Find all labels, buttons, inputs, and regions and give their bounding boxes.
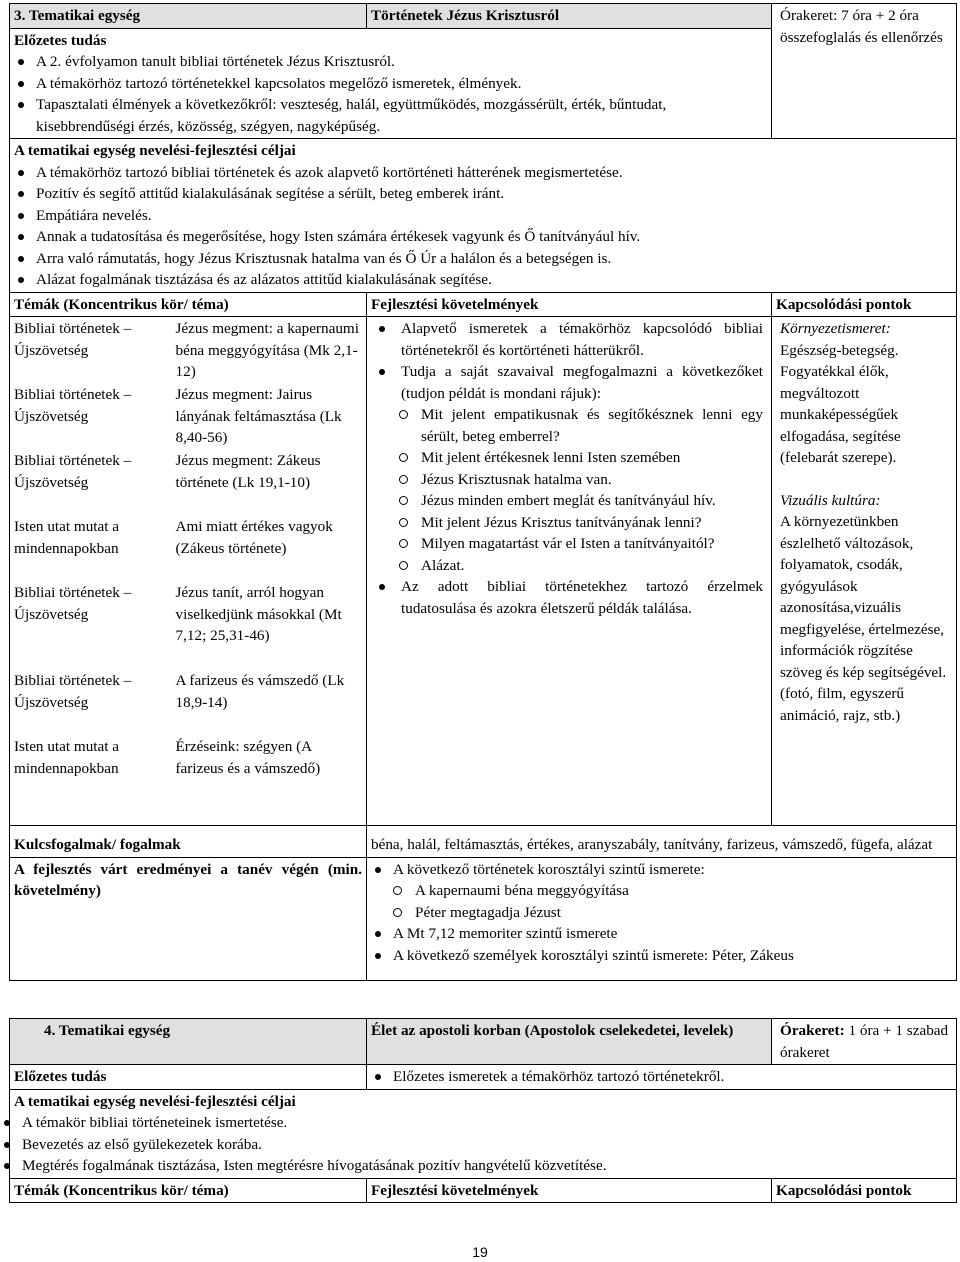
list-item: A következő történetek korosztályi szintű ismerete: xyxy=(371,859,952,881)
list-item: Péter megtagadja Jézust xyxy=(365,902,952,924)
requirement-text: Tudja a saját szavaival megfogalmazni a következőket (tudjon példát is mondani rájuk): xyxy=(401,363,763,402)
unit3-goals xyxy=(10,139,957,293)
prior-knowledge-heading: Előzetes tudás xyxy=(14,31,107,49)
link-subject-heading: Környezetismeret: xyxy=(780,320,891,337)
goals-list xyxy=(14,162,952,291)
goals-heading: A tematikai egység nevelési-fejlesztési céljai xyxy=(14,142,296,159)
col-header-links: Kapcsolódási pontok xyxy=(772,292,957,317)
results-sublist xyxy=(365,880,952,923)
unit3-header-label: 3. Tematikai egység xyxy=(10,4,367,29)
unit3-table xyxy=(9,3,957,981)
list-item: Mit jelent Jézus Krisztus tanítványának lenni? xyxy=(371,512,763,534)
requirements-sublist xyxy=(371,404,763,576)
topic-title: Jézus megment: Zákeus története (Lk 19,1-10) xyxy=(175,452,321,491)
topic-category: Bibliai történetek – Újszövetség xyxy=(14,386,132,425)
results-list xyxy=(371,859,952,881)
list-item: Alázat fogalmának tisztázása és az alázatos attitűd kialakulásának segítése. xyxy=(14,269,952,291)
list-item: A következő személyek korosztályi szintű ismerete: Péter, Zákeus xyxy=(371,945,952,967)
key-concepts-text: béna, halál, feltámasztás, értékes, aranyszabály, tanítvány, farizeus, vámszedő, fügefa, alázat xyxy=(367,826,957,858)
topic-title: A farizeus és vámszedő (Lk 18,9-14) xyxy=(175,672,345,711)
list-item: A témakörhöz tartozó bibliai történetek és azok alapvető kortörténeti hátterének megismertetése. xyxy=(14,162,952,184)
list-item: Jézus Krisztusnak hatalma van. xyxy=(371,469,763,491)
topic-titles xyxy=(170,317,367,826)
topic-title: Jézus tanít, arról hogyan viselkedjünk másokkal (Mt 7,12; 25,31-46) xyxy=(175,584,342,644)
document-page xyxy=(9,3,956,1203)
list-item: Előzetes ismeretek a témakörhöz tartozó történetekről. xyxy=(371,1066,952,1088)
unit4-table xyxy=(9,1018,957,1203)
unit3-hours: Órakeret: 7 óra + 2 óra összefoglalás és ellenőrzés xyxy=(772,4,957,139)
list-item: A 2. évfolyamon tanult bibliai történetek Jézus Krisztusról. xyxy=(14,51,767,73)
requirements-list xyxy=(371,576,763,619)
development-requirements xyxy=(367,317,772,826)
list-item: A témakör bibliai történeteinek ismertetése. xyxy=(0,1112,952,1134)
list-item: A Mt 7,12 memoriter szintű ismerete xyxy=(371,923,952,945)
list-item: Arra való rámutatás, hogy Jézus Krisztusnak hatalma van és Ő Úr a halálon és a betegségen is. xyxy=(14,248,952,270)
results-list xyxy=(371,923,952,966)
list-item: Empátiára nevelés. xyxy=(14,205,952,227)
list-item: Megtérés fogalmának tisztázása, Isten megtérésre hívogatásának pozitív hangvételű közvetítése. xyxy=(0,1155,952,1177)
prior-knowledge-list xyxy=(371,1066,952,1088)
expected-results xyxy=(367,857,957,981)
topic-category: Bibliai történetek – Újszövetség xyxy=(14,320,132,359)
expected-results-label: A fejlesztés várt eredményei a tanév végén (min. követelmény) xyxy=(10,857,367,981)
unit4-header-title: Élet az apostoli korban (Apostolok cselekedetei, levelek) xyxy=(367,1019,772,1065)
list-item: Annak a tudatosítása és megerősítése, hogy Isten számára értékesek vagyunk és Ő tanítványául hív. xyxy=(14,226,952,248)
goals-list xyxy=(0,1112,952,1177)
requirements-list xyxy=(371,318,763,404)
prior-knowledge-list xyxy=(14,51,767,137)
link-subject-heading: Vizuális kultúra: xyxy=(780,491,881,509)
page-number: 19 xyxy=(472,1244,488,1260)
col-header-topics: Témák (Koncentrikus kör/ téma) xyxy=(10,1178,367,1203)
unit4-header-label: 4. Tematikai egység xyxy=(10,1019,367,1065)
unit4-prior-knowledge xyxy=(367,1065,957,1090)
list-item: Pozitív és segítő attitűd kialakulásának segítése a sérült, beteg emberek iránt. xyxy=(14,183,952,205)
col-header-topics: Témák (Koncentrikus kör/ téma) xyxy=(10,292,367,317)
list-item: Mit jelent empatikusnak és segítőkésznek lenni egy sérült, beteg emberrel? xyxy=(371,404,763,447)
list-item xyxy=(371,361,763,404)
list-item: Az adott bibliai történetekhez tartozó érzelmek tudatosulása és azokra életszerű példák találása. xyxy=(371,576,763,619)
col-header-requirements: Fejlesztési követelmények xyxy=(367,1178,772,1203)
topic-category: Bibliai történetek – Újszövetség xyxy=(14,672,132,711)
topic-title: Érzéseink: szégyen (A farizeus és a vámszedő) xyxy=(175,738,321,777)
goals-heading: A tematikai egység nevelési-fejlesztési céljai xyxy=(14,1092,296,1110)
topic-category: Isten utat mutat a mindennapokban xyxy=(14,518,120,557)
list-item: Bevezetés az első gyülekezetek korába. xyxy=(0,1134,952,1156)
link-subject-text: Egészség-betegség. Fogyatékkal élők, megváltozott munkaképességűek elfogadása, segítése (felebarát szerepe). xyxy=(780,341,901,466)
unit4-goals xyxy=(10,1089,957,1178)
unit3-header-title: Történetek Jézus Krisztusról xyxy=(367,4,772,29)
col-header-requirements: Fejlesztési követelmények xyxy=(367,292,772,317)
list-item: Milyen magatartást vár el Isten a tanítványaitól? xyxy=(371,533,763,555)
list-item: Alázat. xyxy=(371,555,763,577)
unit3-prior-knowledge xyxy=(10,28,772,139)
col-header-links: Kapcsolódási pontok xyxy=(772,1178,957,1203)
topic-category: Bibliai történetek – Újszövetség xyxy=(14,584,132,623)
list-item: A kapernaumi béna meggyógyítása xyxy=(365,880,952,902)
topic-category: Bibliai történetek – Újszövetség xyxy=(14,452,132,491)
topic-categories xyxy=(10,317,170,826)
key-concepts-label: Kulcsfogalmak/ fogalmak xyxy=(10,826,367,858)
topic-category: Isten utat mutat a mindennapokban xyxy=(14,738,120,777)
linking-points xyxy=(772,317,957,826)
unit4-prior-label: Előzetes tudás xyxy=(10,1065,367,1090)
topic-title: Jézus megment: a kapernaumi béna meggyógyítása (Mk 2,1-12) xyxy=(175,320,359,380)
topic-title: Jézus megment: Jairus lányának feltámasztása (Lk 8,40-56) xyxy=(175,386,342,446)
list-item: Alapvető ismeretek a témakörhöz kapcsolódó bibliai történetekről és kortörténeti hátterükről. xyxy=(371,318,763,361)
list-item: Jézus minden embert meglát és tanítványául hív. xyxy=(371,490,763,512)
list-item: Mit jelent értékesnek lenni Isten szemében xyxy=(371,447,763,469)
link-subject-text: A környezetünkben észlelhető változások, folyamatok, csodák, gyógyulások azonosítása,vizuális megfigyelése, értelmezése, információk rögzítése szöveg és kép segítségével. (fotó, film, egyszerű animáció, rajz, stb.) xyxy=(780,513,947,724)
unit4-hours: Órakeret: 1 óra + 1 szabad órakeret xyxy=(772,1019,957,1065)
topic-title: Ami miatt értékes vagyok (Zákeus története) xyxy=(175,518,333,557)
list-item: Tapasztalati élmények a következőkről: veszteség, halál, együttműködés, mozgássérült, érték, bűntudat, kisebbrendűségi érzés, közösség, szégyen, nagyképűség. xyxy=(14,94,767,137)
list-item: A témakörhöz tartozó történetekkel kapcsolatos megelőző ismeretek, élmények. xyxy=(14,73,767,95)
